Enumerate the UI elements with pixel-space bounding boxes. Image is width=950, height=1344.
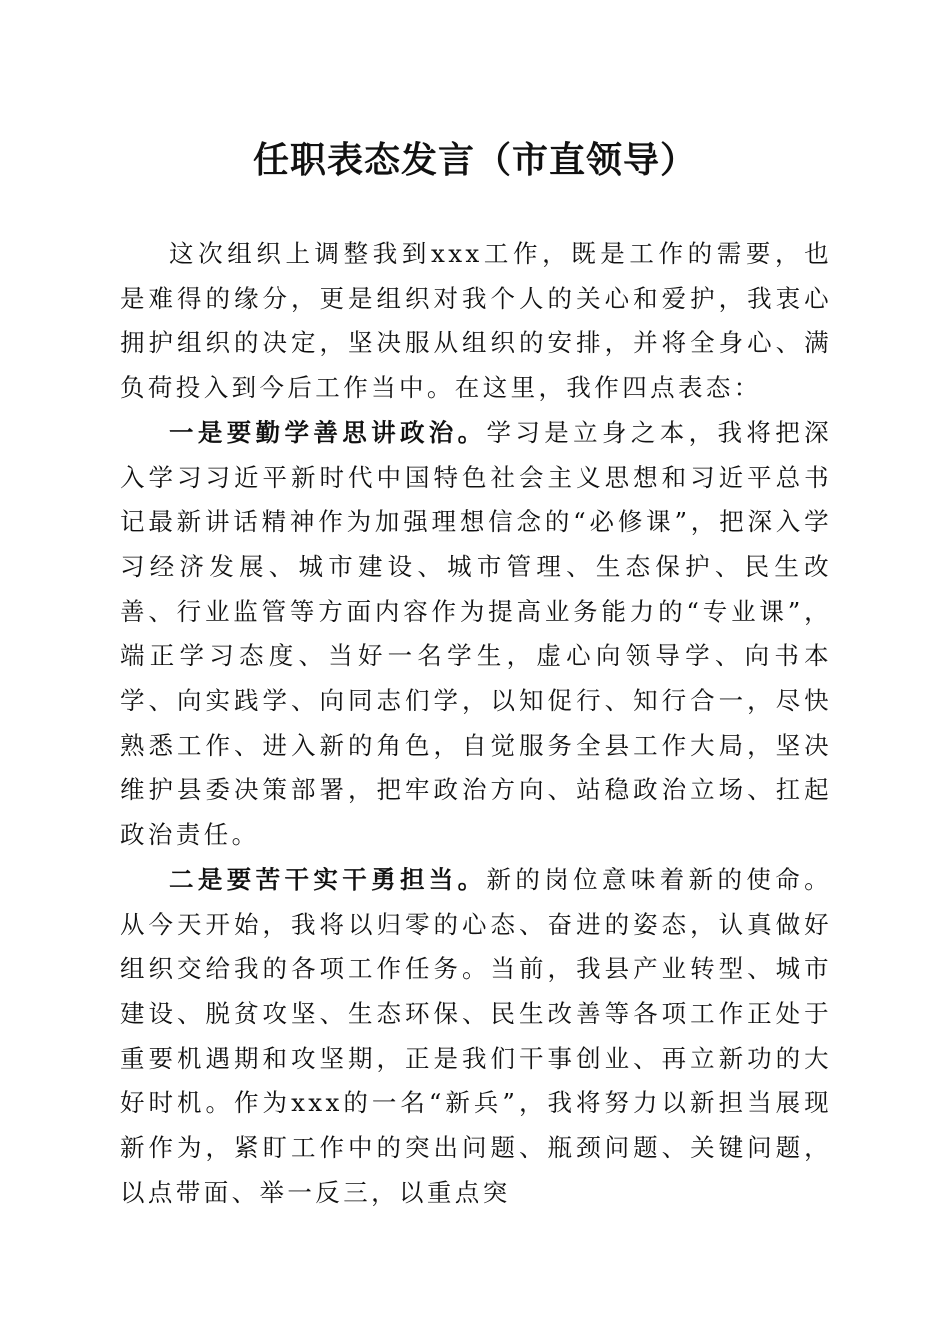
document-body	[120, 232, 832, 1215]
paragraph-point-one	[120, 411, 832, 858]
paragraph-lead: 二是要苦干实干勇担当。	[169, 864, 487, 894]
paragraph-text: 这次组织上调整我到xxx工作，既是工作的需要，也是难得的缘分，更是组织对我个人的关心和爱护，我衷心拥护组织的决定，坚决服从组织的安排，并将全身心、满负荷投入到今后工作当中。在这里，我作四点表态：	[120, 239, 832, 403]
document-title: 任职表态发言（市直领导）	[252, 139, 697, 181]
paragraph-text: 学习是立身之本，我将把深入学习习近平新时代中国特色社会主义思想和习近平总书记最新讲话精神作为加强理想信念的“必修课”，把深入学习经济发展、城市建设、城市管理、生态保护、民生改善、行业监管等方面内容作为提高业务能力的“专业课”，端正学习态度、当好一名学生，虚心向领导学、向书本学、向实践学、向同志们学，以知促行、知行合一，尽快熟悉工作、进入新的角色，自觉服务全县工作大局，坚决维护县委决策部署，把牢政治方向、站稳政治立场、扛起政治责任。	[120, 417, 832, 850]
paragraph-lead: 一是要勤学善思讲政治。	[169, 417, 487, 447]
paragraph-point-two	[120, 858, 832, 1216]
paragraph-intro	[120, 232, 832, 411]
paragraph-text: 新的岗位意味着新的使命。从今天开始，我将以归零的心态、奋进的姿态，认真做好组织交给我的各项工作任务。当前，我县产业转型、城市建设、脱贫攻坚、生态环保、民生改善等各项工作正处于重要机遇期和攻坚期，正是我们干事创业、再立新功的大好时机。作为xxx的一名“新兵”，我将努力以新担当展现新作为，紧盯工作中的突出问题、瓶颈问题、关键问题，以点带面、举一反三，以重点突	[120, 864, 832, 1207]
